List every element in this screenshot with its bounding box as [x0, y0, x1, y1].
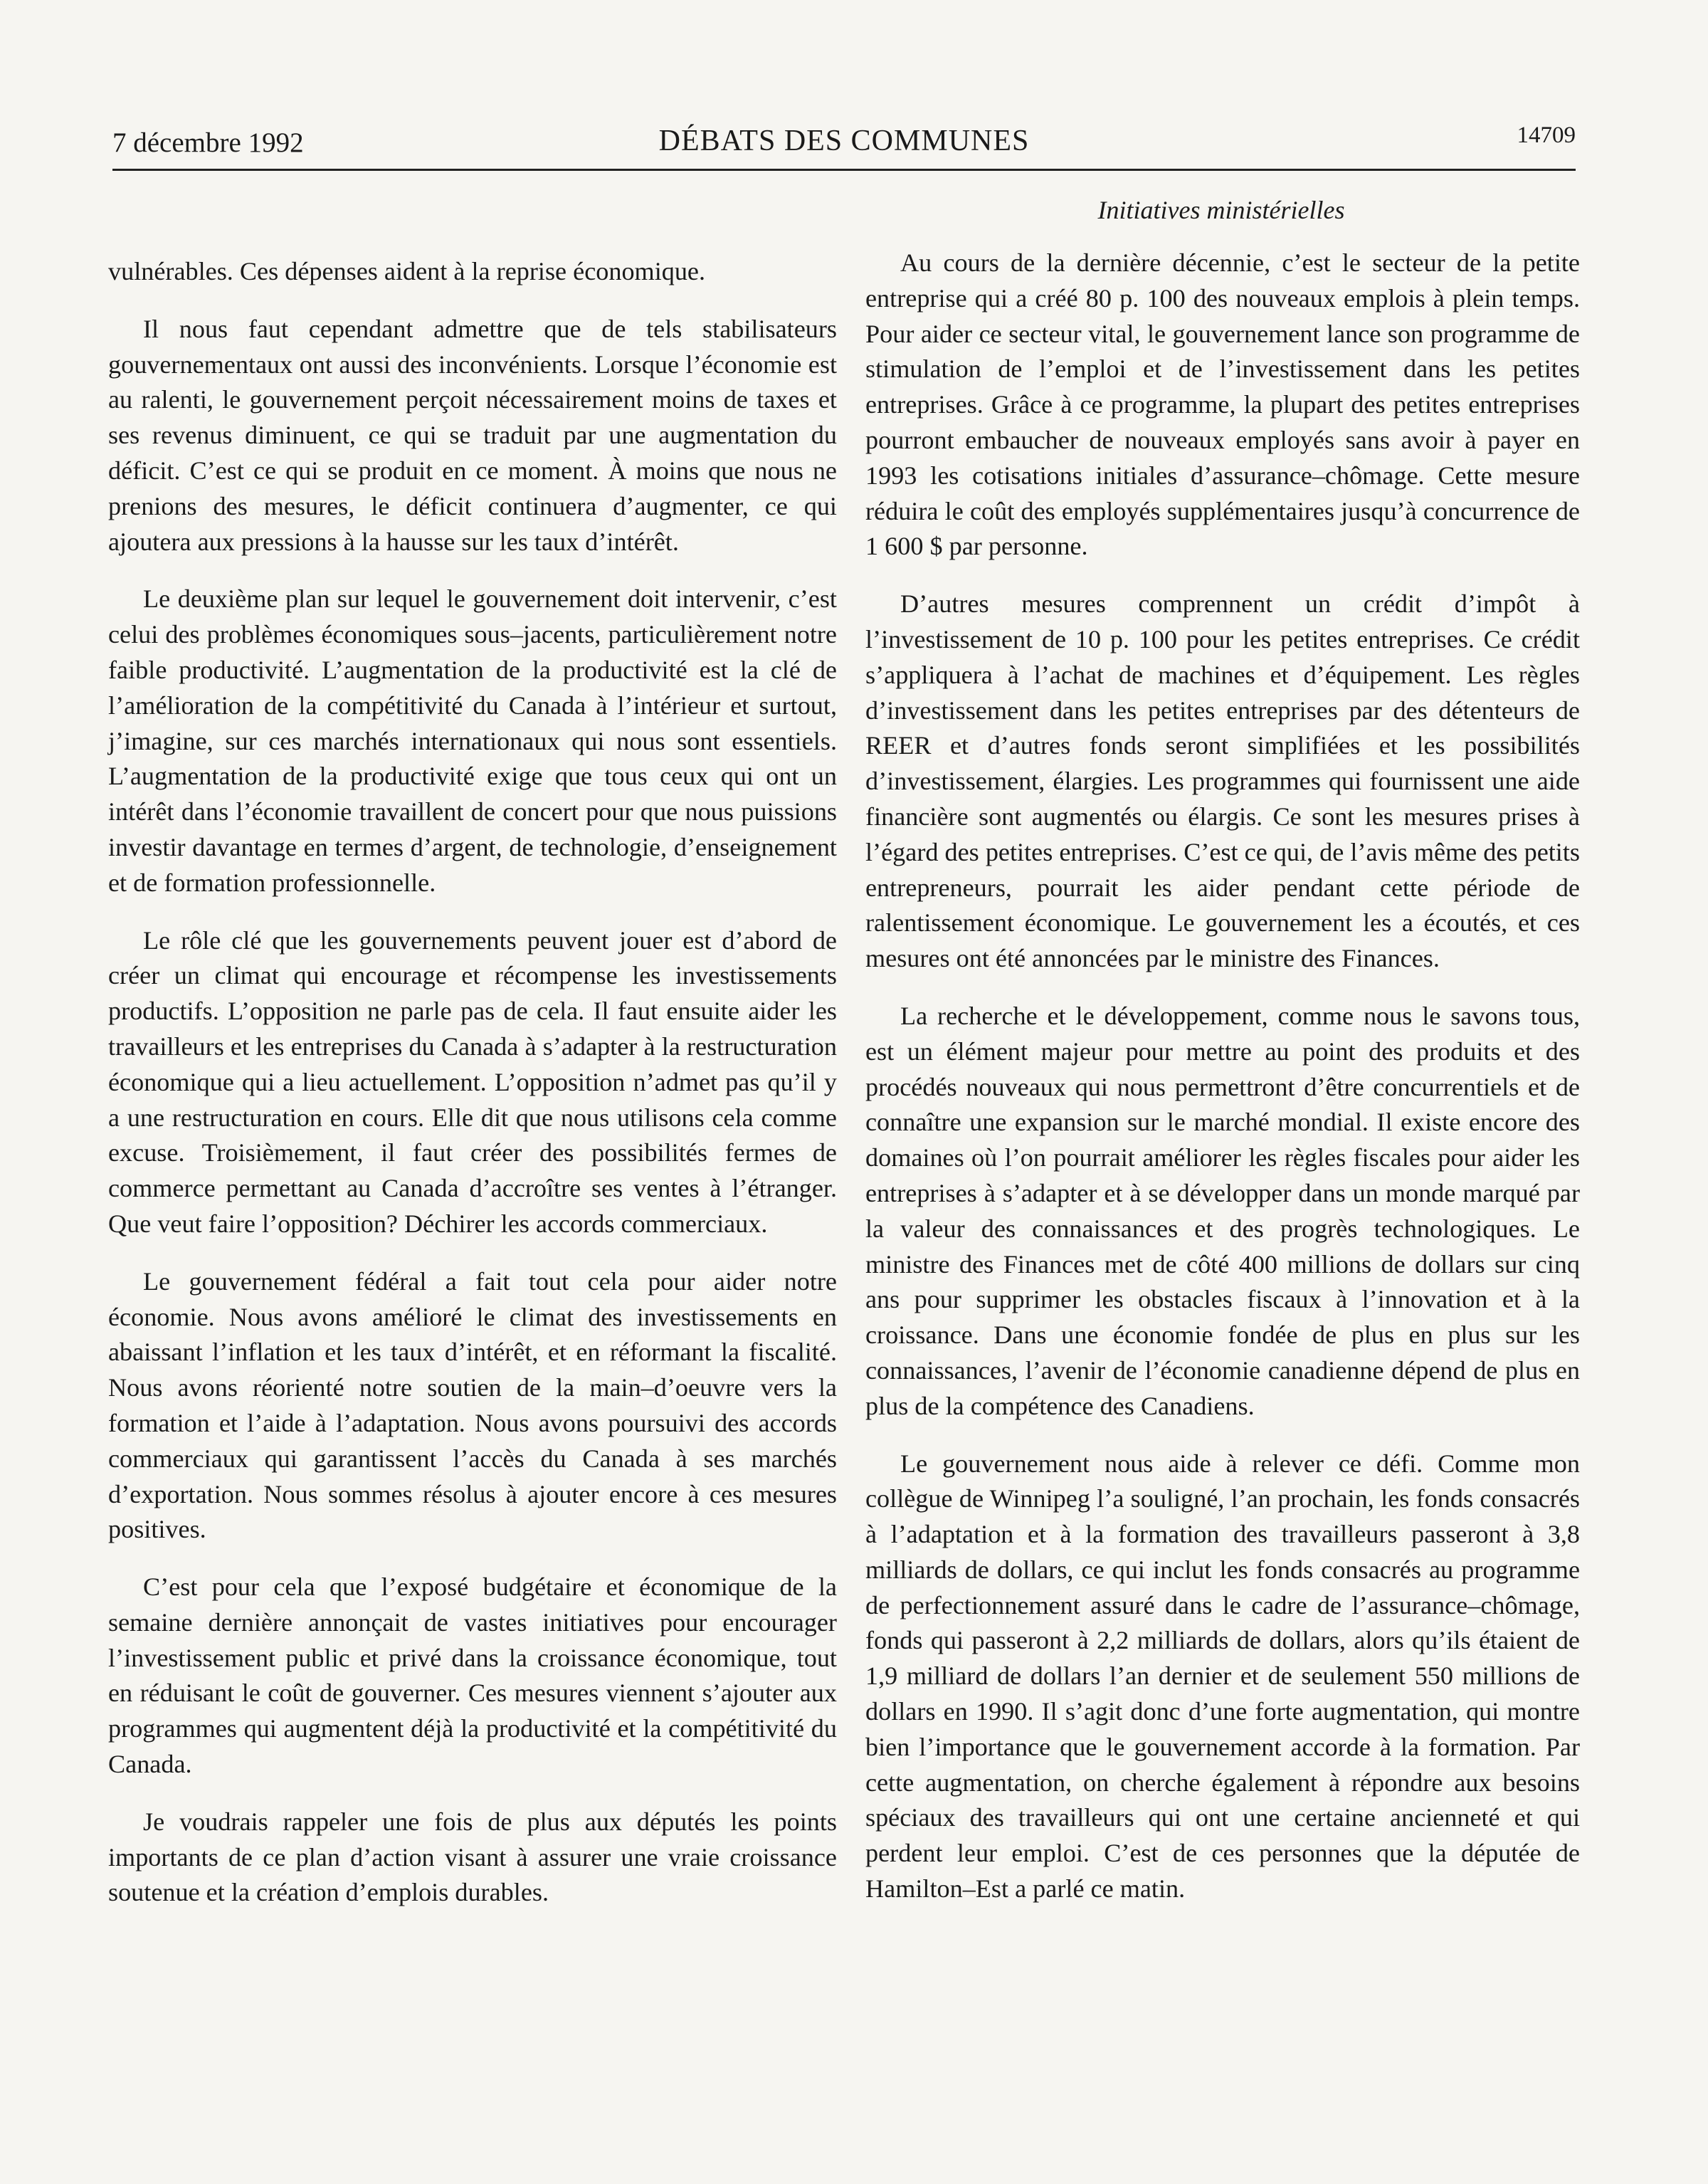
- header-rule: [112, 169, 1576, 171]
- paragraph: Il nous faut cependant admettre que de tels stabilisateurs gouvernementaux ont aussi des inconvénients. Lorsque l’économie est au ralenti, le gouvernement perçoit nécessairement moins de taxes et ses revenus diminuent, ce qui se traduit par une augmentation du déficit. C’est ce qui se produit en ce moment. À moins que nous ne prenions des mesures, le déficit continuera d’augmenter, ce qui ajoutera aux pressions à la hausse sur les taux d’intérêt.: [108, 314, 837, 556]
- paragraph: Le deuxième plan sur lequel le gouvernement doit intervenir, c’est celui des problèmes économiques sous–jacents, particulièrement notre faible productivité. L’augmentation de la productivité est la clé de l’amélioration de la compétitivité du Canada à l’intérieur et surtout, j’imagine, sur ces marchés internationaux qui nous sont essentiels. L’augmentation de la productivité exige que tous ceux qui ont un intérêt dans l’économie travaillent de concert pour que nous puissions investir davantage en termes d’argent, de technologie, d’enseignement et de formation professionnelle.: [108, 584, 837, 897]
- paragraph: La recherche et le développement, comme nous le savons tous, est un élément majeur pour mettre au point des produits et des procédés nouveaux qui nous permettront d’être concurrentiels et de connaître une expansion sur le marché mondial. Il existe encore des domaines où l’on pourrait améliorer les règles fiscales pour aider les entreprises à s’adapter et à se développer dans un monde marqué par la valeur des connaissances et des progrès technologiques. Le ministre des Finances met de côté 400 millions de dollars sur cinq ans pour supprimer les obstacles fiscaux à l’innovation et à la croissance. Dans une économie fondée de plus en plus sur les connaissances, l’avenir de l’économie canadienne dépend de plus en plus de la compétence des Canadiens.: [865, 1001, 1580, 1420]
- paragraph: vulnérables. Ces dépenses aident à la reprise économique.: [108, 257, 706, 285]
- section-label: Initiatives ministérielles: [1097, 196, 1345, 224]
- paragraph: Au cours de la dernière décennie, c’est le secteur de la petite entreprise qui a créé 80 p. 100 des nouveaux emplois à plein temps. Pour aider ce secteur vital, le gouvernement lance son programme de stimulation de l’emploi et de l’investissement dans les petites entreprises. Grâce à ce programme, la plupart des petites entreprises pourront embaucher de nouveaux employés sans avoir à payer en 1993 les cotisations initiales d’assurance–chômage. Cette mesure réduira le coût des employés supplémentaires jusqu’à concurrence de 1 600 $ par personne.: [865, 248, 1580, 561]
- paragraph: Le rôle clé que les gouvernements peuvent jouer est d’abord de créer un climat qui encourage et récompense les investissements productifs. L’opposition ne parle pas de cela. Il faut ensuite aider les travailleurs et les entreprises du Canada à s’adapter à la restructuration économique qui a lieu actuellement. L’opposition n’admet pas qu’il y a une restructuration en cours. Elle dit que nous utilisons cela comme excuse. Troisièmement, il faut créer des possibilités fermes de commerce permettant au Canada d’accroître ses ventes à l’étranger. Que veut faire l’opposition? Déchirer les accords commerciaux.: [108, 925, 837, 1238]
- paragraph: C’est pour cela que l’exposé budgétaire et économique de la semaine dernière annonçait de vastes initiatives pour encourager l’investissement public et privé dans la croissance économique, tout en réduisant le coût de gouverner. Ces mesures viennent s’ajouter aux programmes qui augmentent déjà la productivité et la compétitivité du Canada.: [108, 1573, 837, 1779]
- page-number: 14709: [1517, 122, 1576, 148]
- paragraph: D’autres mesures comprennent un crédit d’impôt à l’investissement de 10 p. 100 pour les petites entreprises. Ce crédit s’appliquera à l’achat de machines et d’équipement. Les règles d’investissement dans les petites entreprises par des détenteurs de REER et d’autres fonds seront simplifiées et les possibilités d’investissement, élargies. Les programmes qui fournissent une aide financière sont augmentés ou élargis. Ce sont les mesures prises à l’égard des petites entreprises. C’est ce qui, de l’avis même des petits entrepreneurs, pourrait les aider pendant cette période de ralentissement économique. Le gouvernement les a écoutés, et ces mesures ont été annoncées par le ministre des Finances.: [865, 589, 1580, 973]
- paragraph: Je voudrais rappeler une fois de plus aux députés les points importants de ce plan d’action visant à assurer une vraie croissance soutenue et la création d’emplois durables.: [108, 1807, 837, 1907]
- paragraph: Le gouvernement fédéral a fait tout cela pour aider notre économie. Nous avons amélioré le climat des investissements en abaissant l’inflation et les taux d’intérêt, et en réformant la fiscalité. Nous avons réorienté notre soutien de la main–d’oeuvre vers la formation et l’aide à l’adaptation. Nous avons poursuivi des accords commerciaux qui garantissent l’accès du Canada à ses marchés d’exportation. Nous sommes résolus à ajouter encore à ces mesures positives.: [108, 1266, 837, 1544]
- left-column: [108, 254, 837, 1933]
- paragraph: Le gouvernement nous aide à relever ce défi. Comme mon collègue de Winnipeg l’a souligné, l’an prochain, les fonds consacrés à l’adaptation et à la formation des travailleurs passeront à 3,8 milliards de dollars, ce qui inclut les fonds consacrés au programme de perfectionnement assuré dans le cadre de l’assurance–chômage, fonds qui passeront à 2,2 milliards de dollars, alors qu’ils étaient de 1,9 milliard de dollars l’an dernier et de seulement 550 millions de dollars en 1990. Il s’agit donc d’une forte augmentation, qui montre bien l’importance que le gouvernement accorde à la formation. Par cette augmentation, on cherche également à répondre aux besoins spéciaux des travailleurs qui ont une certaine ancienneté et qui perdent leur emploi. C’est de ces personnes que la députée de Hamilton–Est a parlé ce matin.: [865, 1449, 1580, 1904]
- page-header: [112, 120, 1576, 169]
- header-title: DÉBATS DES COMMUNES: [658, 125, 1030, 157]
- header-date: 7 décembre 1992: [112, 127, 304, 158]
- right-column: [865, 246, 1580, 1929]
